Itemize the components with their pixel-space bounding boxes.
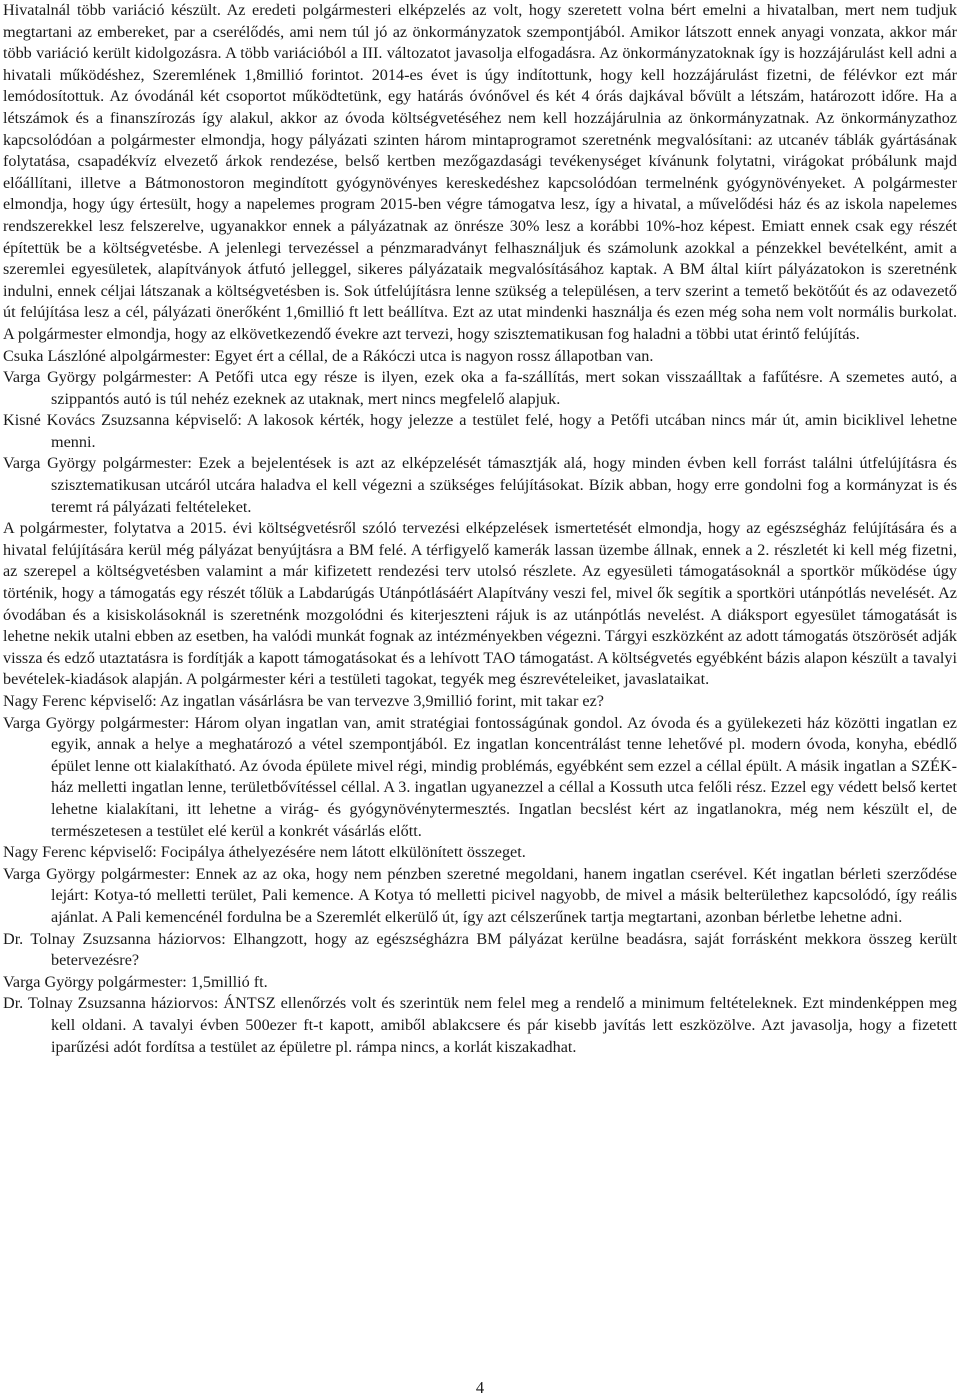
document-page — [3, 0, 957, 1058]
speech-polgarmester-petofi: Varga György polgármester: A Petőfi utca egy része is ilyen, ezek oka a fa-szállítás, mert sokan visszaálltak a fafűtésre. A szemetes autó, a szippantós autó is túl nehéz ezeknek az utaknak, mert nincs megfelelő alapjuk. — [3, 368, 957, 408]
budget-paragraph: A polgármester, folytatva a 2015. évi költségvetésről szóló tervezési elképzelések ismertetését elmondja, hogy az egészségház felújítására és a hivatal felújítására kerül még pályázat benyújtásra a BM felé. A térfigyelő kamerák lassan üzembe állnak, ennek a 2. részletét ki kell még fizetni, az szerepel a költségvetésben valamint a már kifizetett rendezési terv utolsó részlete. Az egyesületi támogatásoknál a sportkör működése úgy történik, hogy a támogatás egy részét tőlük a Labdarúgás Utánpótlásáért Alapítvány veszi fel, mivel ők segítik a sportköri utánpótlás nevelését. Az óvodában és a kisiskolásoknál is szeretnénk mozgolódni és kiterjeszteni rájuk is az utánpótlás nevelést. A diáksport egyesület támogatását is lehetne nekik utalni ebben az esetben, ha valódi munkát fognak az intézményekben végezni. Tárgyi eszközként az adott támogatás ötszörösét adják vissza és edző utaztatásra is fordítják a kapott támogatásokat és a lehívott TAO támogatást. A költségvetés egyébként bázis alapon készült a tavalyi bevételek-kiadások alapján. A polgármester kéri a testületi tagokat, tegyék meg észrevételeiket, javaslataikat. — [3, 519, 957, 689]
speech-haziorvos-antsz: Dr. Tolnay Zsuzsanna háziorvos: ÁNTSZ ellenőrzés volt és szerintük nem felel meg a rendelő a minimum feltételeknek. Ezt mindenképpen meg kell oldani. A tavalyi évben 500ezer ft-t kapott, amiből ablakcsere és pár kisebb javítás lett eszközölve. Azt javasolja, hogy a fizetett iparűzési adót fordítsa a testület az épületre pl. rámpa nincs, a korlát kiszakadhat. — [3, 994, 957, 1056]
speech-polgarmester-valasz: Varga György polgármester: 1,5millió ft. — [3, 972, 268, 991]
speech-polgarmester-ingatlanok: Varga György polgármester: Három olyan ingatlan van, amit stratégiai fontosságúnak gondol. Az óvoda és a gyülekezeti ház közötti ingatlan ez egyik, annak a helye a meghatározó a vétel szempontjából. Ez ingatlan koncentrálást tenne lehetővé pl. modern óvoda, konyha, ebédlő épület lenne ott kialakítható. Az óvoda épülete mivel régi, mindig problémás, egyébként sem ezzel a céllal épült. A másik ingatlan a SZÉK-ház melletti ingatlan lenne, területbővítéssel céllal. A 3. ingatlan ugyanezzel a céllal a Kossuth utca felőli rész. Ezzel egy védett belső kertet lehetne kialakítani, itt lehetne a virág- és gyógynövénytermesztés. Ingatlan becslést kért az ingatlanokra, még nem készült el, de természetesen a testület elé kerül a konkrét vásárlás előtt. — [3, 713, 957, 840]
page-number: 4 — [475, 1378, 485, 1397]
speech-polgarmester-utfelujitas: Varga György polgármester: Ezek a bejelentések is azt az elképzelését támasztják alá, hogy minden évben kell forrást találni útfelújításra és szisztematikusan utcáról utcára haladva el kell végezni a szükséges felújításokat. Bízik abban, hogy erre gondolni fog a kormányzat is és teremt rá pályázati feltételeket. — [3, 454, 957, 516]
speech-haziorvos-kerdes: Dr. Tolnay Zsuzsanna háziorvos: Elhangzott, hogy az egészségházra BM pályázat kerülne beadásra, saját forrásként mekkora összeg került betervezésre? — [3, 929, 957, 970]
speech-polgarmester-ingatlancsere: Varga György polgármester: Ennek az az oka, hogy nem pénzben szeretné megoldani, hanem ingatlan cserével. Két ingatlan bérleti szerződése lejárt: Kotya-tó melletti terület, Pali kemence. A Kotya tó melletti picivel nagyobb, de mivel a másik belterülethez kapcsolódó, így reális ajánlat. A Pali kemencénél fordulna be a Szeremlét elkerülő út, így azt célszerűnek tartja megtartani, azonban bérletbe lehetne adni. — [3, 864, 957, 926]
speech-alpolgarmester-rakoczi: Csuka Lászlóné alpolgármester: Egyet ért a céllal, de a Rákóczi utca is nagyon rossz állapotban van. — [3, 346, 654, 365]
speech-nagy-ferenc-focipalya: Nagy Ferenc képviselő: Focipálya áthelyezésére nem látott elkülönített összeget. — [3, 843, 526, 862]
intro-paragraph: Hivatalnál több variáció készült. Az eredeti polgármesteri elképzelés az volt, hogy szeretett volna bért emelni a hivatalban, mert nem tudjuk megtartani az embereket, par a cserélődés, ami nem túl jó az önkormányzatok szempontjából. Amikor látszott ennek anyagi vonzata, akkor már több variáció került kidolgozásra. A több variációból a III. változatot javasolja elfogadásra. Az önkormányzatoknak így is hozzájárulást kell adni a hivatali működéshez, Szeremlének 1,8millió forintot. 2014-es évet is úgy indítottunk, hogy kell hozzájárulást fizetni, de félévkor ezt már lemódosítottuk. Az óvodánál két csoportot működtetünk, egy határás óvónővel és két 4 órás dajkával bővült a létszám, határozott időre. Ha a létszámok és a finanszírozás így alakul, akkor az óvoda költségvetéséhez nem kell hozzájárulnia az önkormányzatnak. Az önkormányzathoz kapcsolódóan a polgármester elmondja, hogy pályázati szinten három mintaprogramot szeretnénk megvalósítani: az utcanév táblák gyártásának folytatása, csapadékvíz elvezető árkok rendezése, belső kertben mezőgazdasági tevékenységet kívánunk folytatni, virágokat próbálunk majd előállítani, illetve a Bátmonostoron megindított gyógynövényes kereskedéshez kapcsolódóan termelnénk gyógynövényeket. A polgármester elmondja, hogy úgy értesült, hogy a napelemes program 2015-ben végre támogatva lesz, így a hivatal, a művelődési ház és az iskola napelemes rendszerekkel lesz felszerelve, ugyanakkor ennek a pályázatnak az önrésze 30% lesz a korábbi 10%-hoz képest. Emiatt ennek csak egy részét építettük be a költségvetésbe. A jelenlegi tervezéssel a pénzmaradványt felhasználjuk és számolunk azokkal a pénzekkel bevételként, amit a szeremlei egyesületek, alapítványok átfutó jelleggel, sikeres pályázataik megvalósításához kaptak. A BM által kiírt pályázatokon is szeretnénk indulni, ennek céljai látszanak a költségvetésben is. Sok útfelújításra lenne szükség a településen, a terv szerint a temető bekötőút és az odavezető út felújítása lesz a cél, pályázati önerőként 1,6millió ft lett beállítva. Ezt az utat mindenki használja és ezen még soha nem volt normális burkolat. A polgármester elmondja, hogy az elkövetkezendő évekre azt tervezi, hogy szisztematikusan fog haladni a többi utat érintő felújítás. — [3, 1, 957, 343]
speech-nagy-ferenc-ingatlan: Nagy Ferenc képviselő: Az ingatlan vásárlásra be van tervezve 3,9millió forint, mit takar ez? — [3, 692, 604, 710]
speech-kepviselo-petofi-ut: Kisné Kovács Zsuzsanna képviselő: A lakosok kérték, hogy jelezze a testület felé, hogy a Petőfi utcában nincs már út, amin biciklivel lehetne menni. — [3, 411, 957, 451]
